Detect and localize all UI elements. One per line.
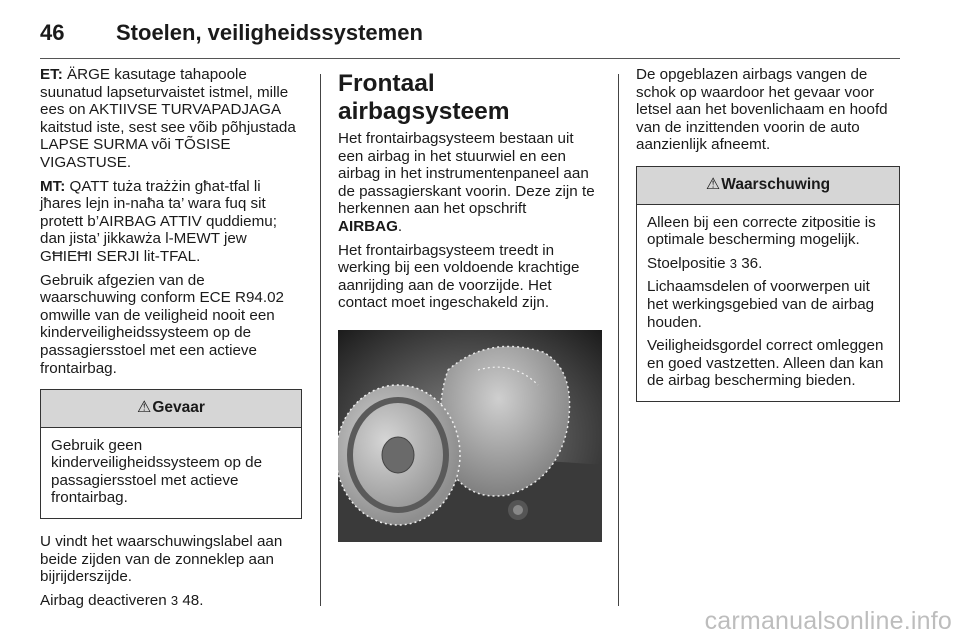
page-reference-icon: 3	[729, 255, 737, 271]
danger-box	[40, 389, 302, 519]
column-2	[338, 66, 602, 547]
ece-paragraph: Gebruik afgezien van de waarschuwing conform ECE R94.02 omwille van de veiligheid nooit een kinderveiligheidssysteem op de passagiersstoel met een actieve frontairbag.	[40, 271, 284, 377]
section-heading: Frontaal airbagsysteem	[338, 70, 510, 125]
warning-triangle-icon: ⚠	[705, 175, 721, 193]
page-number: 46	[40, 20, 65, 45]
page-header	[40, 14, 900, 56]
danger-box-body: Gebruik geen kinderveiligheidssysteem op de passagiersstoel met actieve frontairbag.	[51, 436, 263, 507]
deactivate-reference[interactable]: Airbag deactiveren 3 48.	[40, 591, 204, 609]
airbag-label: AIRBAG	[338, 217, 398, 235]
danger-title: Gevaar	[152, 399, 205, 417]
page-title: Stoelen, veiligheidssystemen	[116, 20, 423, 45]
airbag-effect-paragraph: De opgeblazen airbags vangen de schok op waardoor het gevaar voor letsel aan het bovenlichaam en hoofd van de inzittenden voorin de auto aanzienlijk afneemt.	[636, 66, 888, 154]
airbag-illustration	[338, 330, 602, 542]
warning-box-body: Alleen bij een correcte zitpositie is optimale bescherming mogelijk. Stoelpositie 3 36. Lichaamsdelen of voorwerpen uit het werkingsgebied van de airbag houden. Veiligheidsgordel correct omleggen en goed vastzetten. Alleen dan kan de airbag bescherming bieden.	[637, 205, 899, 401]
danger-box-header	[41, 390, 301, 428]
frontairbag-intro: Het frontairbagsysteem bestaan uit een airbag in het stuurwiel en een airbag in het instrumentenpaneel aan de passagierskant voorin. Deze zijn te herkennen aan het opschrift AIRBAG.	[338, 130, 595, 235]
column-divider-2	[618, 74, 619, 606]
et-label: ET:	[40, 66, 63, 83]
warning-box-header	[637, 167, 899, 205]
page-reference-icon: 3	[170, 592, 179, 608]
column-divider-1	[320, 74, 321, 606]
column-1	[40, 66, 302, 615]
label-location-paragraph: U vindt het waarschuwingslabel aan beide zijden van de zonneklep aan bijrijderszijde.	[40, 533, 283, 586]
mt-warning-text: MT: QATT tuża trażżin għat-tfal li jħares lejn in-naħa ta’ wara fuq sit protett b’AIRBAG ATTIV quddiemu; dan jista’ jikkawża l-MEWT jew GĦIEĦI SERJI lit-TFAL.	[40, 177, 277, 265]
warning-title: Waarschuwing	[721, 175, 831, 193]
header-divider	[40, 58, 900, 59]
watermark: carmanualsonline.info	[704, 607, 952, 635]
mt-label: MT:	[40, 177, 66, 195]
warning-triangle-icon: ⚠	[137, 399, 152, 417]
frontairbag-activation: Het frontairbagsysteem treedt in werking bij een voldoende krachtige aanrijding aan de voorzijde. Het contact moet ingeschakeld zijn.	[338, 241, 580, 312]
column-3	[636, 66, 900, 416]
seat-position-reference[interactable]: Stoelpositie 3 36.	[647, 254, 763, 272]
et-warning-text: ET: ÄRGE kasutage tahapoole suunatud lapseturvaistet istmel, mille ees on AKTIIVSE TURVAPADJAGA kaitstud iste, sest see võib põhjustada LAPSE SURMA või TÕSISE VIGASTUSE.	[40, 66, 296, 171]
warning-box	[636, 166, 900, 402]
